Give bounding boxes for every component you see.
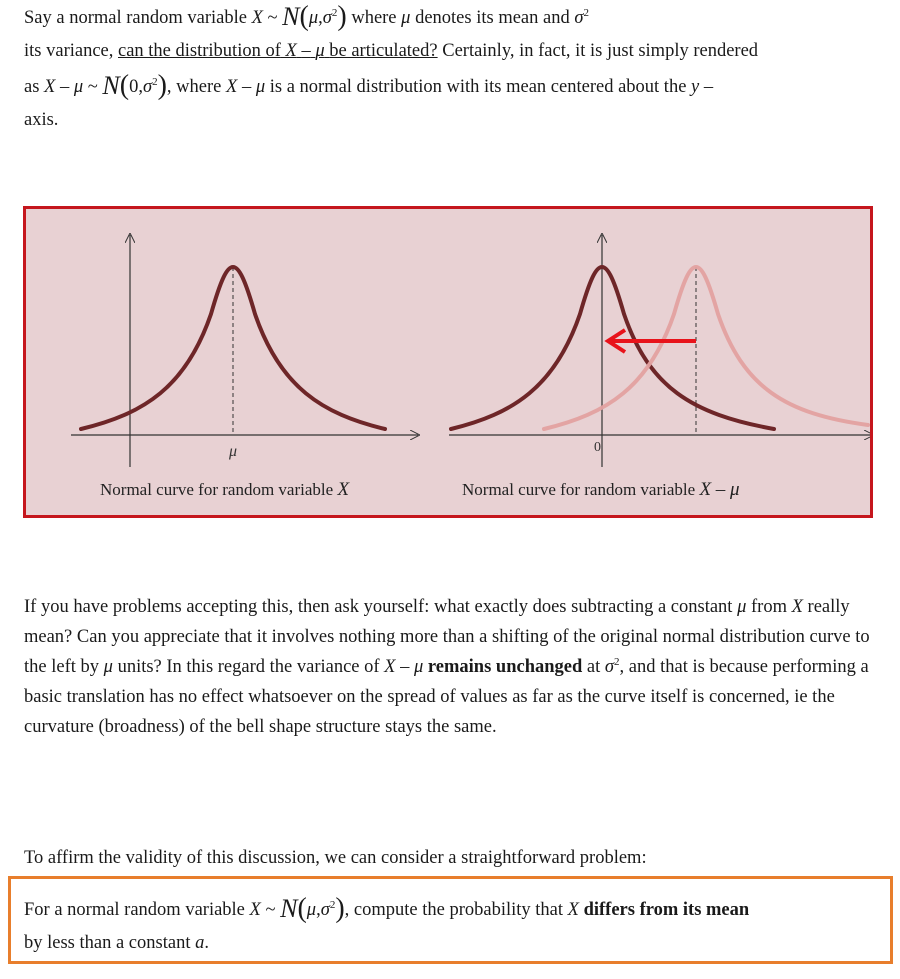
transition-paragraph: To affirm the validity of this discussion, we can consider a straightforward problem: — [24, 848, 647, 868]
curves-diagram — [26, 209, 870, 515]
original-normal-curve — [544, 267, 868, 429]
intro-line-3: as X – μ ~ $N(0,\sigma^2)$, where X – μ is a normal distribution with its mean centered about the y – — [24, 70, 714, 101]
intro-line-1: Say a normal random variable X ~ $N(\mu,\sigma^2)$ where μ denotes its mean and $\sigma^2$ — [24, 1, 589, 32]
explanation-paragraph: If you have problems accepting this, then ask yourself: what exactly does subtracting a constant μ from X really mean? Can you appreciate that it involves nothing more than a shifting of the original normal distribution curve to the left by μ units? In this regard the variance of X – μ remains unchanged at $\sigma^2$, and that is because performing a basic translation has no effect whatsoever on the spread of values as far as the curve itself is concerned, ie the curvature (broadness) of the bell shape structure stays the same. — [24, 597, 870, 737]
shifted-normal-curve — [451, 267, 774, 429]
intro-line-2: its variance, can the distribution of X – μ be articulated? Certainly, in fact, it is just simply rendered — [24, 41, 759, 61]
normal-curves-figure — [23, 206, 873, 518]
left-mu-label: μ — [229, 443, 238, 460]
problem-box — [8, 876, 893, 964]
left-caption: Normal curve for random variable X — [100, 479, 350, 500]
intro-line-4: axis. — [24, 110, 59, 130]
right-caption: Normal curve for random variable X – μ — [462, 479, 740, 500]
right-zero-label: 0 — [594, 440, 601, 455]
problem-statement: For a normal random variable X ~ $N(\mu,\sigma^2)$, compute the probability that X differs from its mean by less than a constant a. — [24, 893, 750, 953]
intro-paragraph — [24, 2, 880, 137]
